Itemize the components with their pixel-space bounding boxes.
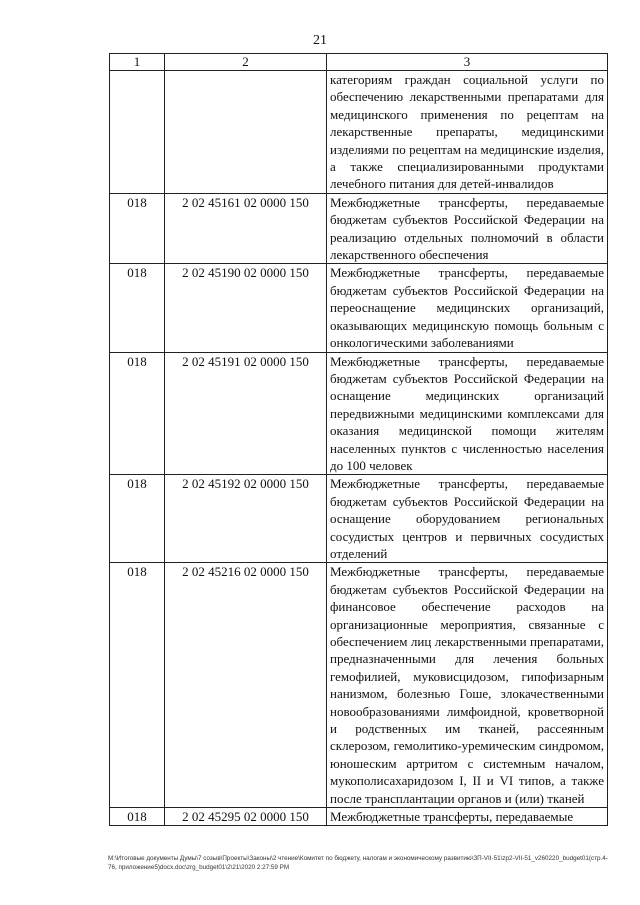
revenue-codes-table	[109, 53, 608, 826]
document-file-path: М:\Итоговые документы Думы\7 созыв\Проекты\Законы\2 чтение\Комитет по бюджету, налогам и экономическому развитию\ЗП-VII-51\zp2-VII-51_v260220_budget01(стр.4-76, приложение5)docx.doc\zrg_budget01\2\21\2020 2:27:59 PM	[108, 855, 608, 871]
description-cell: категориям граждан социальной услуги по обеспечению лекарственными препаратами для медицинского применения по рецептам на лекарственные препараты, медицинскими изделиями по рецептам на медицинские изделия, а также специализированными продуктами лечебного питания для детей-инвалидов	[327, 71, 608, 194]
table-row	[110, 563, 608, 808]
admin-code-cell: 018	[110, 475, 165, 563]
table-row	[110, 808, 608, 826]
description-cell: Межбюджетные трансферты, передаваемые	[327, 808, 608, 826]
table-row	[110, 475, 608, 563]
admin-code-cell	[110, 71, 165, 194]
header-col-3: 3	[327, 54, 608, 71]
budget-code-cell: 2 02 45161 02 0000 150	[165, 193, 327, 264]
admin-code-cell: 018	[110, 193, 165, 264]
description-cell: Межбюджетные трансферты, передаваемые бюджетам субъектов Российской Федерации на оснащение оборудованием региональных сосудистых центров и первичных сосудистых отделений	[327, 475, 608, 563]
header-col-1: 1	[110, 54, 165, 71]
budget-code-cell: 2 02 45192 02 0000 150	[165, 475, 327, 563]
budget-code-cell: 2 02 45295 02 0000 150	[165, 808, 327, 826]
admin-code-cell: 018	[110, 808, 165, 826]
description-cell: Межбюджетные трансферты, передаваемые бюджетам субъектов Российской Федерации на оснащение медицинских организаций передвижными медицинскими комплексами для оказания медицинской помощи жителям населенных пунктов с численностью населения до 100 человек	[327, 352, 608, 475]
header-col-2: 2	[165, 54, 327, 71]
budget-code-cell	[165, 71, 327, 194]
budget-code-cell: 2 02 45191 02 0000 150	[165, 352, 327, 475]
table-row	[110, 71, 608, 194]
description-cell: Межбюджетные трансферты, передаваемые бюджетам субъектов Российской Федерации на финансовое обеспечение расходов на организационные мероприятия, связанные с обеспечением лиц лекарственными препаратами, предназначенными для лечения больных гемофилией, муковисцидозом, гипофизарным нанизмом, болезнью Гоше, злокачественными новообразованиями лимфоидной, кроветворной и родственных им тканей, рассеянным склерозом, гемолитико-уремическим синдромом, юношеским артритом с системным началом, мукополисахаридозом I, II и VI типов, а также после трансплантации органов и (или) тканей	[327, 563, 608, 808]
table-header-row	[110, 54, 608, 71]
admin-code-cell: 018	[110, 352, 165, 475]
table-row	[110, 193, 608, 264]
table-body	[110, 54, 608, 826]
admin-code-cell: 018	[110, 264, 165, 352]
page-number: 21	[313, 33, 327, 48]
description-cell: Межбюджетные трансферты, передаваемые бюджетам субъектов Российской Федерации на переоснащение медицинских организаций, оказывающих медицинскую помощь больным с онкологическими заболеваниями	[327, 264, 608, 352]
description-cell: Межбюджетные трансферты, передаваемые бюджетам субъектов Российской Федерации на реализацию отдельных полномочий в области лекарственного обеспечения	[327, 193, 608, 264]
table-row	[110, 264, 608, 352]
admin-code-cell: 018	[110, 563, 165, 808]
table-row	[110, 352, 608, 475]
budget-code-cell: 2 02 45190 02 0000 150	[165, 264, 327, 352]
budget-code-cell: 2 02 45216 02 0000 150	[165, 563, 327, 808]
